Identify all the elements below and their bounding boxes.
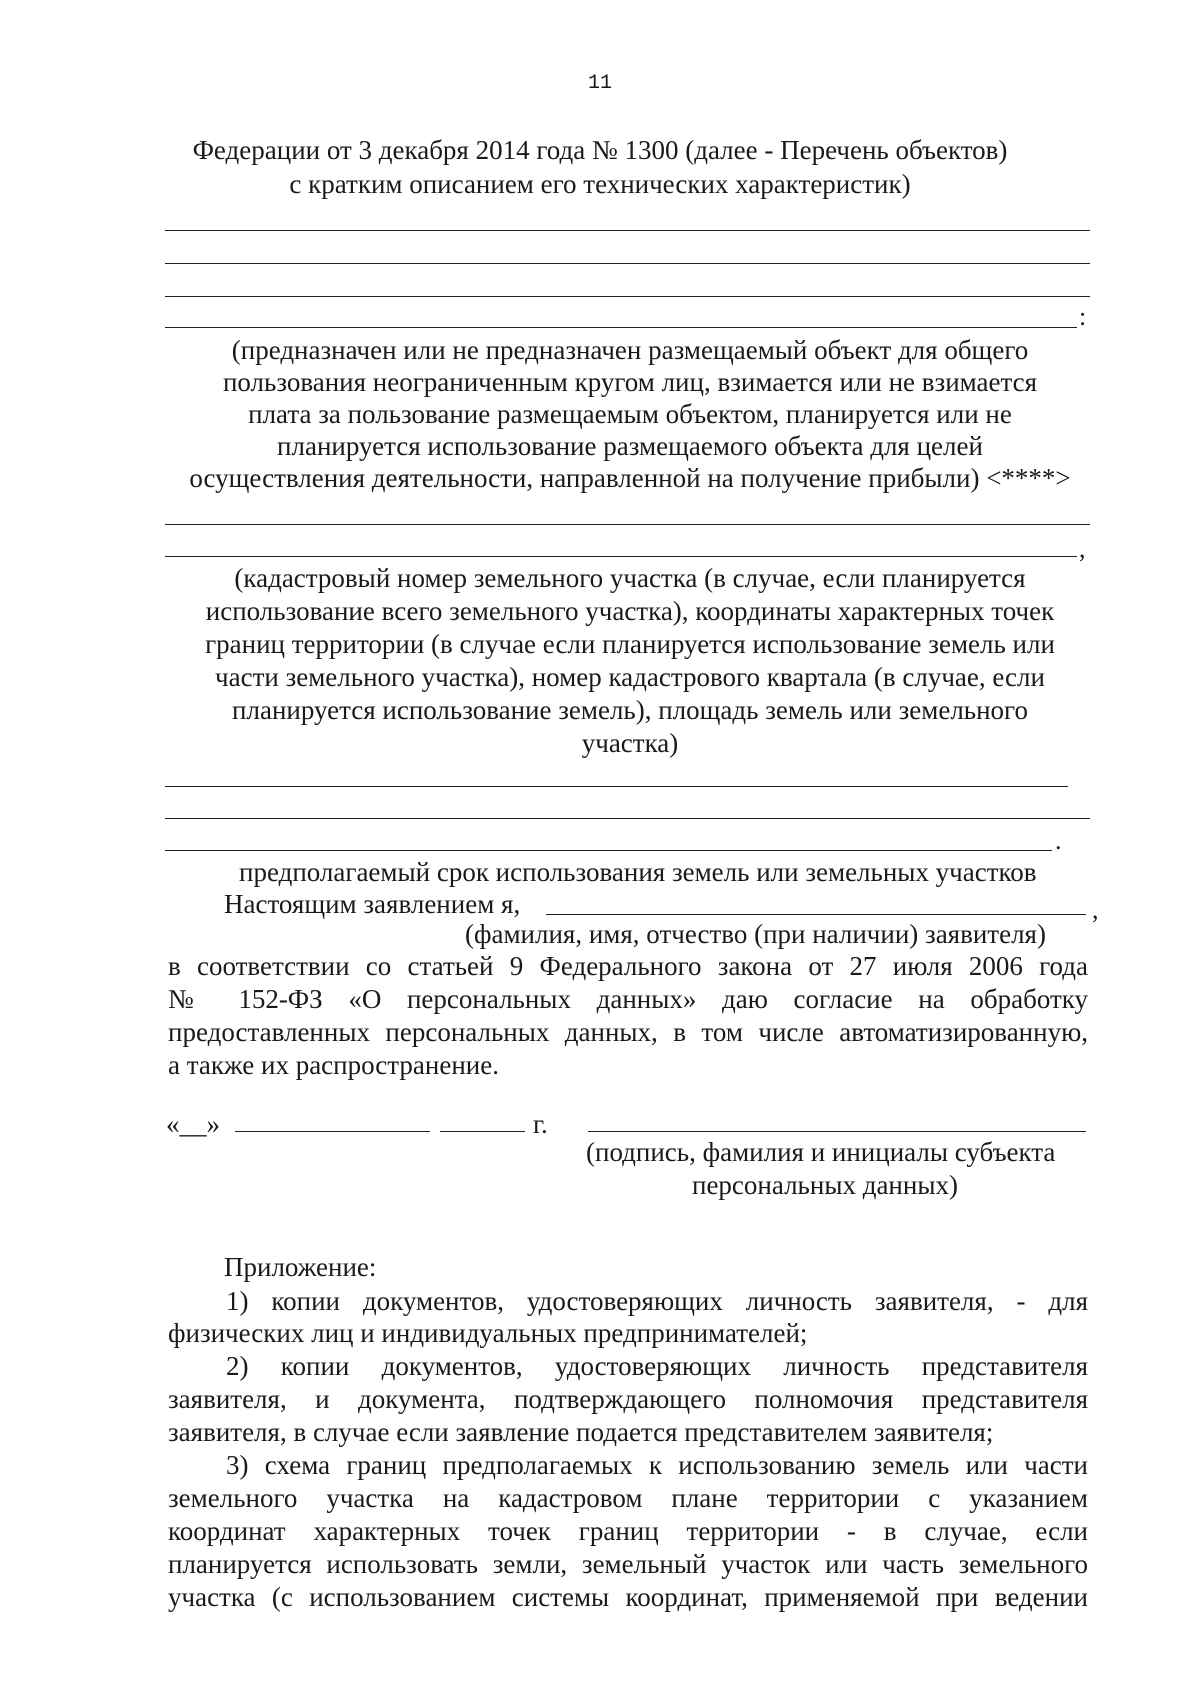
purpose-note-line: планируется использование размещаемого объекта для целей xyxy=(277,431,983,461)
appendix-item-line: участка (с использованием системы координат, применяемой при ведении xyxy=(168,1582,1088,1612)
appendix-item-line: заявителя, в случае если заявление подается представителем заявителя; xyxy=(168,1417,994,1447)
blank-line[interactable] xyxy=(165,327,1077,328)
blank-line[interactable] xyxy=(165,850,1052,851)
year-suffix: г. xyxy=(533,1109,548,1139)
line-terminator: , xyxy=(1079,534,1086,563)
line-terminator: , xyxy=(1092,895,1099,924)
appendix-item-line: 2) копии документов, удостоверяющих личность представителя xyxy=(226,1351,1088,1381)
cadastral-note-line: части земельного участка), номер кадастрового квартала (в случае, если xyxy=(215,662,1045,692)
term-label: предполагаемый срок использования земель или земельных участков xyxy=(239,857,1037,887)
appendix-title: Приложение: xyxy=(224,1252,377,1282)
blank-line[interactable] xyxy=(165,230,1090,231)
header-line: Федерации от 3 декабря 2014 года № 1300 (далее - Перечень объектов) xyxy=(192,135,1008,165)
purpose-note-line: осуществления деятельности, направленной на получение прибыли) <****> xyxy=(189,463,1071,493)
blank-line[interactable] xyxy=(165,524,1090,525)
page-number: 11 xyxy=(587,72,612,95)
appendix-item-line: 3) схема границ предполагаемых к использованию земель или части xyxy=(226,1450,1088,1480)
header-line: с кратким описанием его технических характеристик) xyxy=(289,169,911,199)
cadastral-note-line: участка) xyxy=(581,728,679,758)
blank-line[interactable] xyxy=(165,263,1090,264)
consent-intro: Настоящим заявлением я, xyxy=(224,889,521,919)
consent-line: № 152-ФЗ «О персональных данных» даю согласие на обработку xyxy=(168,984,1088,1014)
line-terminator: . xyxy=(1055,826,1062,855)
appendix-item-line: земельного участка на кадастровом плане территории с указанием xyxy=(168,1483,1088,1513)
appendix-item-line: координат характерных точек границ территории - в случае, если xyxy=(168,1516,1088,1546)
appendix-item-line: физических лиц и индивидуальных предпринимателей; xyxy=(168,1318,808,1348)
consent-line: а также их распространение. xyxy=(168,1050,499,1080)
appendix-item-line: планируется использовать земли, земельный участок или часть земельного xyxy=(168,1549,1088,1579)
cadastral-note-line: использование всего земельного участка), координаты характерных точек xyxy=(205,596,1055,626)
blank-line[interactable] xyxy=(165,818,1090,819)
signature-caption: персональных данных) xyxy=(692,1170,958,1200)
blank-line[interactable] xyxy=(165,296,1090,297)
consent-line: в соответствии со статьей 9 Федерального закона от 27 июля 2006 года xyxy=(168,951,1088,981)
consent-line: предоставленных персональных данных, в том числе автоматизированную, xyxy=(168,1017,1088,1047)
applicant-name-field[interactable] xyxy=(546,914,1086,915)
blank-line[interactable] xyxy=(165,786,1068,787)
date-month-field[interactable] xyxy=(235,1131,430,1132)
signature-field[interactable] xyxy=(588,1131,1086,1132)
cadastral-note-line: планируется использование земель), площадь земель или земельного xyxy=(232,695,1028,725)
purpose-note-line: пользования неограниченным кругом лиц, взимается или не взимается xyxy=(222,367,1038,397)
line-terminator: : xyxy=(1079,302,1087,331)
appendix-item-line: 1) копии документов, удостоверяющих личность заявителя, - для xyxy=(226,1286,1088,1316)
date-day-field[interactable]: «__» xyxy=(166,1109,220,1139)
blank-line[interactable] xyxy=(165,556,1077,557)
appendix-item-line: заявителя, и документа, подтверждающего полномочия представителя xyxy=(168,1384,1088,1414)
applicant-name-caption: (фамилия, имя, отчество (при наличии) заявителя) xyxy=(465,919,1046,949)
signature-caption: (подпись, фамилия и инициалы субъекта xyxy=(586,1137,1056,1167)
cadastral-note-line: границ территории (в случае если планируется использование земель или xyxy=(205,629,1055,659)
cadastral-note-line: (кадастровый номер земельного участка (в случае, если планируется xyxy=(234,563,1026,593)
date-year-field[interactable] xyxy=(440,1131,525,1132)
purpose-note-line: плата за пользование размещаемым объектом, планируется или не xyxy=(248,399,1012,429)
purpose-note-line: (предназначен или не предназначен размещаемый объект для общего xyxy=(231,335,1029,365)
